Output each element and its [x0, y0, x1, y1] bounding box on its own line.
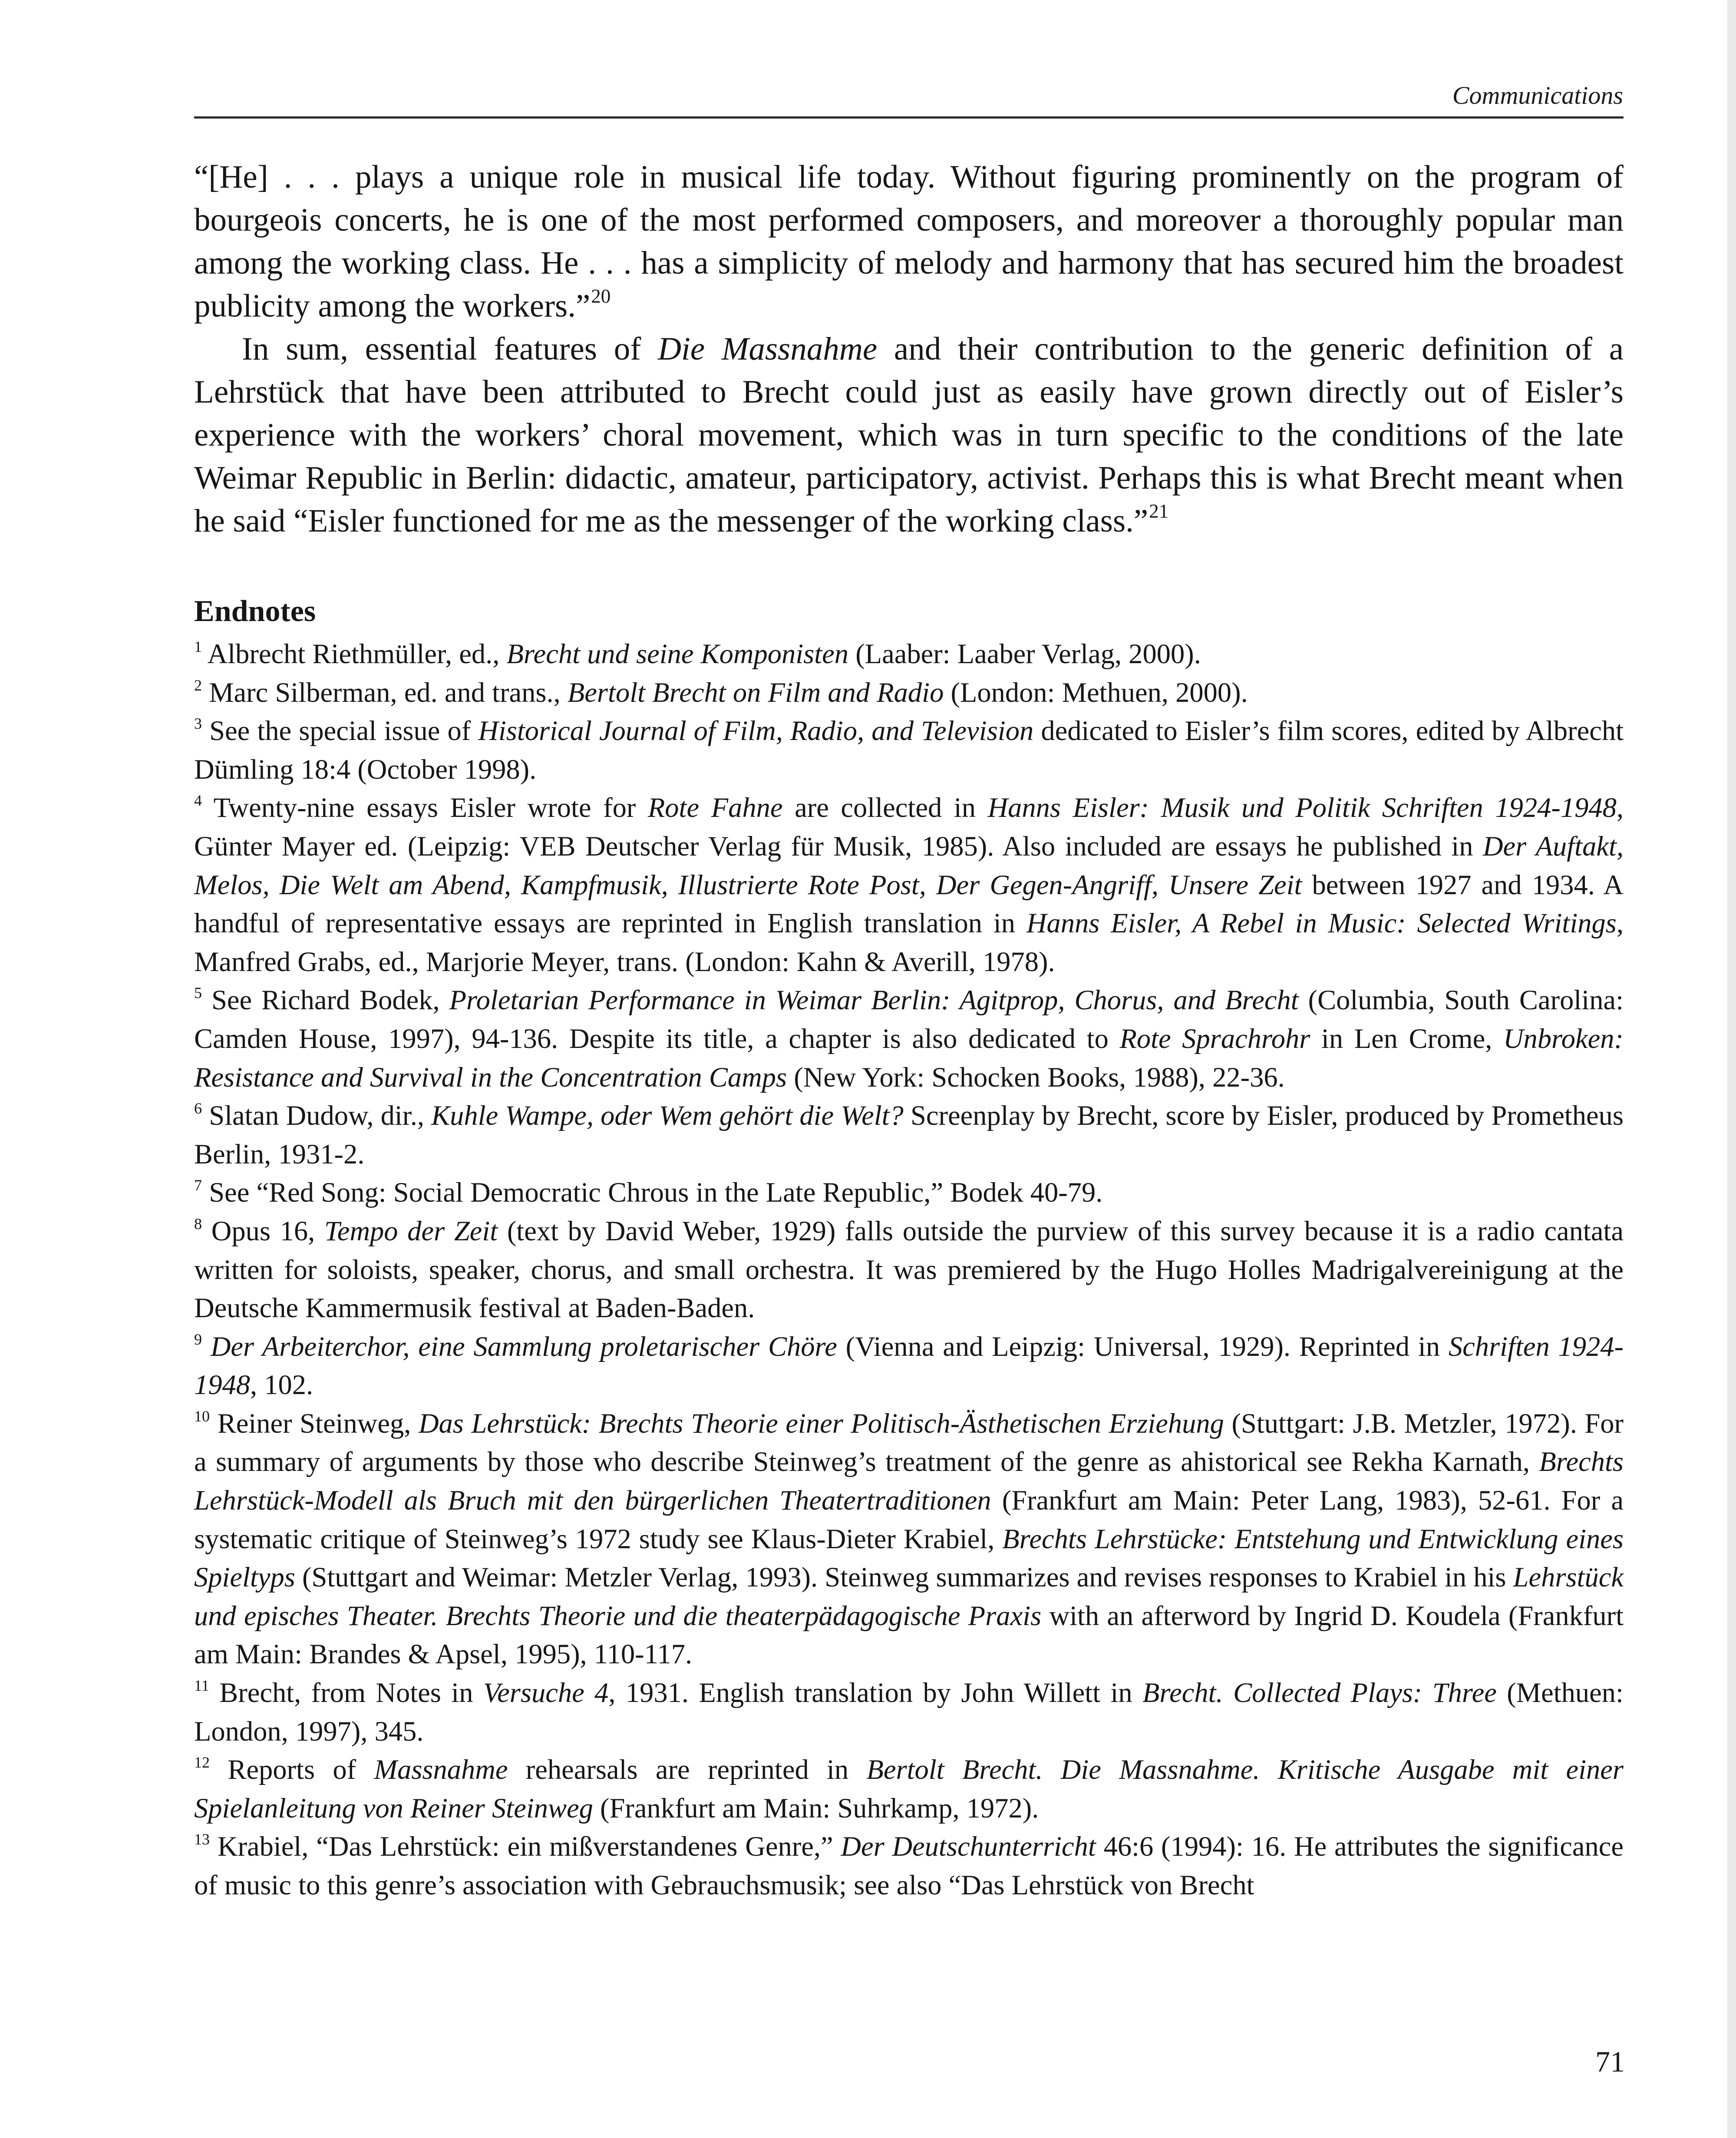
endnote-text: dedicated to Eisler’s film scores, edited by Albrecht Dümling 18:4 (October 1998). — [194, 715, 1624, 785]
endnote-number: 13 — [194, 1831, 210, 1848]
endnote-10 — [194, 1404, 1624, 1674]
endnote-1 — [194, 635, 1624, 674]
endnote-text: Slatan Dudow, dir., — [209, 1100, 432, 1131]
endnote-number: 12 — [194, 1754, 210, 1771]
endnote-2 — [194, 674, 1624, 712]
endnote-number: 3 — [194, 715, 202, 733]
endnote-text: (New York: Schocken Books, 1988), 22-36. — [787, 1061, 1285, 1093]
endnote-text: Twenty-nine essays Eisler wrote for — [213, 792, 648, 823]
running-header: Communications — [1452, 81, 1623, 109]
endnote-text: between 1927 and 1934. A handful of representative essays are reprinted in English translation in — [194, 869, 1624, 939]
endnote-text: Opus 16, — [211, 1215, 324, 1246]
endnote-text: (Frankfurt am Main: Peter Lang, 1983), 52-61. For a systematic critique of Steinweg’s 1972 study see Klaus-Dieter Krabiel, — [194, 1485, 1624, 1554]
cited-title: Der Deutschunterricht — [841, 1831, 1096, 1862]
cited-title: Lehrstück und episches Theater. Brechts Theorie und die theaterpädagogische Praxis — [194, 1562, 1624, 1631]
endnote-number: 11 — [194, 1677, 209, 1695]
cited-title: Bertolt Brecht on Film and Radio — [567, 677, 944, 708]
cited-title: Hanns Eisler, A Rebel in Music: Selected Writings — [1026, 908, 1617, 939]
endnote-text: (Vienna and Leipzig: Universal, 1929). Reprinted in — [837, 1331, 1449, 1362]
cited-title: Historical Journal of Film, Radio, and Television — [478, 715, 1034, 747]
page-edge-shadow — [1727, 0, 1736, 2138]
endnote-text: Reports of — [228, 1754, 374, 1785]
endnote-text: (London: Methuen, 2000). — [944, 677, 1248, 708]
cited-title: Der Arbeiterchor, eine Sammlung proletarischer Chöre — [210, 1331, 837, 1362]
endnote-text: Brecht, from Notes in — [219, 1677, 483, 1708]
endnote-text: are collected in — [782, 792, 988, 823]
header-rule — [194, 116, 1624, 119]
endnote-text: See Richard Bodek, — [211, 985, 449, 1016]
endnote-text: 46:6 (1994): 16. He attributes the significance of music to this genre’s association with Gebrauchsmusik; see also “Das Lehrstück von Brecht — [194, 1831, 1624, 1900]
endnote-text: Screenplay by Brecht, score by Eisler, produced by Prometheus Berlin, 1931-2. — [194, 1100, 1624, 1170]
endnote-7 — [194, 1173, 1624, 1212]
endnote-text: Reiner Steinweg, — [217, 1408, 419, 1439]
endnote-text: (Stuttgart and Weimar: Metzler Verlag, 1993). Steinweg summarizes and revises responses to Krabiel in his — [295, 1562, 1513, 1593]
cited-title: Brecht und seine Komponisten — [506, 638, 849, 669]
endnote-text: See the special issue of — [209, 715, 479, 747]
endnote-text: in Len Crome, — [1310, 1023, 1503, 1054]
endnote-6 — [194, 1097, 1624, 1173]
endnote-text: (text by David Weber, 1929) falls outside the purview of this survey because it is a radio cantata written for soloists, speaker, chorus, and small orchestra. It was premiered by the Hugo Holles Madrigalvereinigung at the Deutsche Kammermusik festival at Baden-Baden. — [194, 1215, 1624, 1324]
work-title-die-massnahme: Die Massnahme — [657, 331, 878, 367]
endnote-13 — [194, 1827, 1624, 1904]
endnote-text: Albrecht Riethmüller, ed., — [207, 638, 507, 669]
endnote-text: (Stuttgart: J.B. Metzler, 1972). For a summary of arguments by those who describe Steinweg’s treatment of the genre as ahistorical see Rekha Karnath, — [194, 1408, 1624, 1477]
endnote-number: 8 — [194, 1215, 202, 1233]
cited-title: Kuhle Wampe, oder Wem gehört die Welt? — [431, 1100, 904, 1131]
quote-text: “[He] . . . plays a unique role in musical life today. Without figuring prominently on the program of bourgeois concerts, he is one of the most performed composers, and moreover a thoroughly popular man among the working class. He . . . has a simplicity of melody and harmony that has secured him the broadest publicity among the workers.” — [194, 159, 1624, 324]
cited-title: Versuche 4 — [483, 1677, 609, 1708]
endnote-text: , Günter Mayer ed. (Leipzig: VEB Deutscher Verlag für Musik, 1985). Also included are essays he published in — [194, 792, 1624, 862]
endnote-text: with an afterword by Ingrid D. Koudela (Frankfurt am Main: Brandes & Apsel, 1995), 110-117. — [194, 1600, 1624, 1670]
endnote-9 — [194, 1328, 1624, 1404]
endnote-3 — [194, 712, 1624, 789]
quote-paragraph — [194, 155, 1624, 327]
endnote-text: (Laaber: Laaber Verlag, 2000). — [848, 638, 1201, 669]
endnote-number: 1 — [194, 638, 202, 655]
endnote-text: (Columbia, South Carolina: Camden House, 1997), 94-136. Despite its title, a chapter is also dedicated to — [194, 985, 1624, 1054]
endnote-number: 5 — [194, 984, 202, 1002]
summary-text-end: and their contribution to the generic definition of a Lehrstück that have been attributed to Brecht could just as easily have grown directly out of Eisler’s experience with the workers’ choral movement, which was in turn specific to the conditions of the late Weimar Republic in Berlin: didactic, amateur, participatory, activist. Perhaps this is what Brecht meant when he said “Eisler functioned for me as the messenger of the working class.” — [194, 331, 1624, 539]
endnote-number: 9 — [194, 1330, 202, 1348]
endnote-text: rehearsals are reprinted in — [508, 1754, 867, 1785]
endnote-text: See “Red Song: Social Democratic Chrous in the Late Republic,” Bodek 40-79. — [209, 1177, 1103, 1208]
cited-title: Schriften 1924-1948 — [194, 1331, 1624, 1401]
cited-title: Der Auftakt, Melos, Die Welt am Abend, Kampfmusik, Illustrierte Rote Post, Der Gegen-Angriff, Unsere Zeit — [194, 830, 1624, 900]
endnote-text: , Manfred Grabs, ed., Marjorie Meyer, trans. (London: Kahn & Averill, 1978). — [194, 908, 1624, 977]
endnote-number: 10 — [194, 1407, 210, 1425]
endnote-11 — [194, 1674, 1624, 1751]
endnote-number: 2 — [194, 676, 202, 694]
endnote-4 — [194, 789, 1624, 981]
endnote-number: 6 — [194, 1100, 202, 1117]
cited-title: Hanns Eisler: Musik und Politik Schriften 1924-1948 — [987, 792, 1617, 823]
endnote-text: (Frankfurt am Main: Suhrkamp, 1972). — [593, 1792, 1039, 1824]
endnote-text: (Methuen: London, 1997), 345. — [194, 1677, 1624, 1747]
summary-paragraph — [194, 327, 1624, 542]
cited-title: Brechts Lehrstück-Modell als Bruch mit den bürgerlichen Theatertraditionen — [194, 1446, 1624, 1516]
cited-title: Das Lehrstück: Brechts Theorie einer Politisch-Ästhetischen Erziehung — [418, 1408, 1224, 1439]
cited-title: Proletarian Performance in Weimar Berlin: Agitprop, Chorus, and Brecht — [449, 985, 1299, 1016]
cited-title: Unbroken: Resistance and Survival in the Concentration Camps — [194, 1023, 1624, 1093]
endnote-ref-20[interactable]: 20 — [591, 285, 611, 307]
endnote-number: 7 — [194, 1176, 202, 1194]
endnotes-heading: Endnotes — [194, 595, 316, 628]
endnote-ref-21[interactable]: 21 — [1149, 500, 1169, 522]
cited-title: Tempo der Zeit — [324, 1215, 498, 1246]
page-number: 71 — [1595, 2045, 1625, 2078]
endnote-text: Krabiel, “Das Lehrstück: ein mißverstandenes Genre,” — [217, 1831, 841, 1862]
cited-title: Bertolt Brecht. Die Massnahme. Kritische Ausgabe mit einer Spielanleitung von Reiner Steinweg — [194, 1754, 1624, 1824]
cited-title: Brechts Lehrstücke: Entstehung und Entwicklung eines Spieltyps — [194, 1523, 1624, 1593]
endnotes-section — [194, 590, 1624, 1905]
cited-title: Rote Sprachrohr — [1119, 1023, 1310, 1054]
endnote-5 — [194, 981, 1624, 1097]
summary-text-start: In sum, essential features of — [242, 331, 658, 367]
endnote-text: , 102. — [250, 1369, 314, 1401]
cited-title: Rote Fahne — [647, 792, 783, 823]
endnote-text: Marc Silberman, ed. and trans., — [209, 677, 568, 708]
endnote-8 — [194, 1212, 1624, 1328]
endnote-text: , 1931. English translation by John Willett in — [608, 1677, 1143, 1708]
endnotes-list — [194, 635, 1624, 1905]
endnote-number: 4 — [194, 792, 202, 810]
cited-title: Massnahme — [374, 1754, 508, 1785]
endnote-12 — [194, 1751, 1624, 1827]
body-text — [194, 155, 1624, 542]
cited-title: Brecht. Collected Plays: Three — [1142, 1677, 1497, 1708]
